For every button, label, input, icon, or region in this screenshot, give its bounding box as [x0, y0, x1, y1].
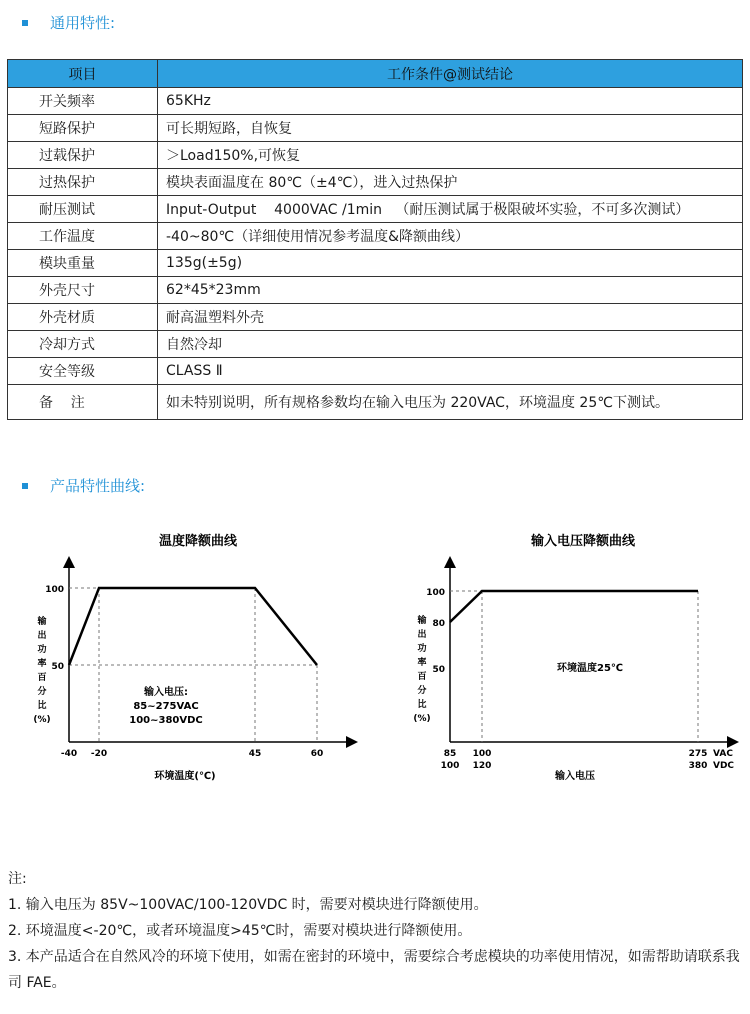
row-key: 过载保护: [8, 142, 158, 169]
row-key: 外壳材质: [8, 304, 158, 331]
chart1-ylabel-char: 率: [37, 659, 47, 669]
row-value: 如未特别说明，所有规格参数均在输入电压为 220VAC，环境温度 25℃下测试。: [158, 385, 743, 420]
chart2-ylabel-char: 出: [417, 630, 427, 640]
chart2-xtick-vdc: 380: [688, 761, 708, 771]
row-value: 135g(±5g): [158, 250, 743, 277]
chart1-xtick-label: -20: [90, 749, 108, 759]
row-key: 过热保护: [8, 169, 158, 196]
chart1-xtick-label: 60: [310, 749, 324, 759]
notes: [8, 866, 743, 996]
chart1-xtick-label: -40: [60, 749, 78, 759]
chart1-ytick-label: 50: [51, 662, 64, 672]
chart1-annot-0: 输入电压:: [144, 687, 188, 698]
chart1-ylabel-char: 输: [37, 617, 47, 627]
row-value: 可长期短路，自恢复: [158, 115, 743, 142]
chart2-xlabel: 输入电压: [555, 771, 595, 782]
chart1-annot-2: 100~380VDC: [129, 715, 203, 726]
chart1-ylabel-char: 功: [37, 645, 47, 655]
chart1-title: 温度降额曲线: [158, 534, 238, 549]
temperature-derating-chart: [10, 520, 370, 790]
section-curves-title: 产品特性曲线:: [22, 475, 145, 496]
chart2-annot-0: 环境温度25℃: [556, 663, 624, 674]
spec-table: [7, 59, 743, 420]
table-row: [8, 169, 743, 196]
chart2-ytick-label: 80: [432, 619, 445, 629]
row-value: Input-Output 4000VAC /1min （耐压测试属于极限破坏实验，不可多次测试）: [158, 196, 743, 223]
table-row: [8, 196, 743, 223]
chart2-xtick-vac: 85: [443, 749, 457, 759]
row-key: 模块重量: [8, 250, 158, 277]
row-key: 短路保护: [8, 115, 158, 142]
chart2-unit-vac: VAC: [713, 749, 733, 759]
square-bullet-icon: [22, 20, 28, 26]
chart2-ylabel-char: 比: [417, 700, 427, 710]
voltage-derating-chart: [385, 520, 745, 790]
row-key: 耐压测试: [8, 196, 158, 223]
chart2-ylabel-char: 功: [417, 644, 427, 654]
chart2-xtick-vdc: 100: [440, 761, 460, 771]
row-value: ＞Load150%,可恢复: [158, 142, 743, 169]
note-item: 2. 环境温度<-20℃，或者环境温度>45℃时，需要对模块进行降额使用。: [8, 923, 472, 939]
note-item: 3. 本产品适合在自然风冷的环境下使用，如需在密封的环境中，需要综合考虑模块的功率使用情况，如需帮助请联系我司 FAE。: [8, 949, 740, 991]
row-value: 62*45*23mm: [158, 277, 743, 304]
chart1-ylabel-char: 比: [37, 701, 47, 711]
chart1-xtick-label: 45: [248, 749, 262, 759]
table-row: [8, 142, 743, 169]
table-row: [8, 277, 743, 304]
chart2-xtick-vac: 100: [472, 749, 492, 759]
note-item: 1. 输入电压为 85V~100VAC/100-120VDC 时，需要对模块进行降额使用。: [8, 897, 488, 913]
row-value: CLASS Ⅱ: [158, 358, 743, 385]
row-key: 安全等级: [8, 358, 158, 385]
table-row: [8, 115, 743, 142]
row-key: 开关频率: [8, 88, 158, 115]
chart2-ytick-label: 100: [426, 588, 445, 598]
chart2-xtick-vdc: 120: [472, 761, 492, 771]
chart1-series-line: [69, 588, 317, 665]
chart2-title: 输入电压降额曲线: [530, 534, 636, 549]
row-key: 工作温度: [8, 223, 158, 250]
chart1-ylabel-char: 出: [37, 631, 47, 641]
chart1-ylabel-char: (%): [33, 715, 51, 725]
row-key: 冷却方式: [8, 331, 158, 358]
chart1-xlabel: 环境温度(℃): [154, 771, 216, 782]
chart2-ylabel-char: 百: [417, 672, 427, 682]
table-row: [8, 304, 743, 331]
table-header-row: [8, 60, 743, 88]
row-value: 模块表面温度在 80℃（±4℃），进入过热保护: [158, 169, 743, 196]
chart2-unit-vdc: VDC: [713, 761, 735, 771]
chart2-ytick-label: 50: [432, 665, 445, 675]
table-row: [8, 385, 743, 420]
row-key: 外壳尺寸: [8, 277, 158, 304]
table-row: [8, 223, 743, 250]
row-value: 65KHz: [158, 88, 743, 115]
chart2-ylabel-char: 输: [417, 616, 427, 626]
chart2-series-line: [450, 591, 698, 622]
notes-title: 注:: [8, 871, 27, 887]
table-row: [8, 88, 743, 115]
table-header-condition: 工作条件@测试结论: [158, 60, 743, 88]
table-header-item: 项目: [8, 60, 158, 88]
chart1-ylabel-char: 百: [37, 673, 47, 683]
row-value: -40~80℃（详细使用情况参考温度&降额曲线）: [158, 223, 743, 250]
table-row: [8, 331, 743, 358]
chart1-ylabel-char: 分: [37, 687, 47, 697]
square-bullet-icon: [22, 483, 28, 489]
voltage-chart-svg: [385, 520, 745, 790]
row-key: 备 注: [8, 385, 158, 420]
section-general-title: 通用特性:: [22, 12, 115, 33]
chart2-ylabel-char: 率: [417, 658, 427, 668]
temperature-chart-svg: [10, 520, 370, 790]
chart2-ylabel-char: 分: [417, 686, 427, 696]
row-value: 耐高温塑料外壳: [158, 304, 743, 331]
chart2-xtick-vac: 275: [688, 749, 708, 759]
table-row: [8, 250, 743, 277]
chart1-ytick-label: 100: [45, 585, 64, 595]
table-row: [8, 358, 743, 385]
chart1-annot-1: 85~275VAC: [133, 701, 199, 712]
chart2-ylabel-char: (%): [413, 714, 431, 724]
row-value: 自然冷却: [158, 331, 743, 358]
